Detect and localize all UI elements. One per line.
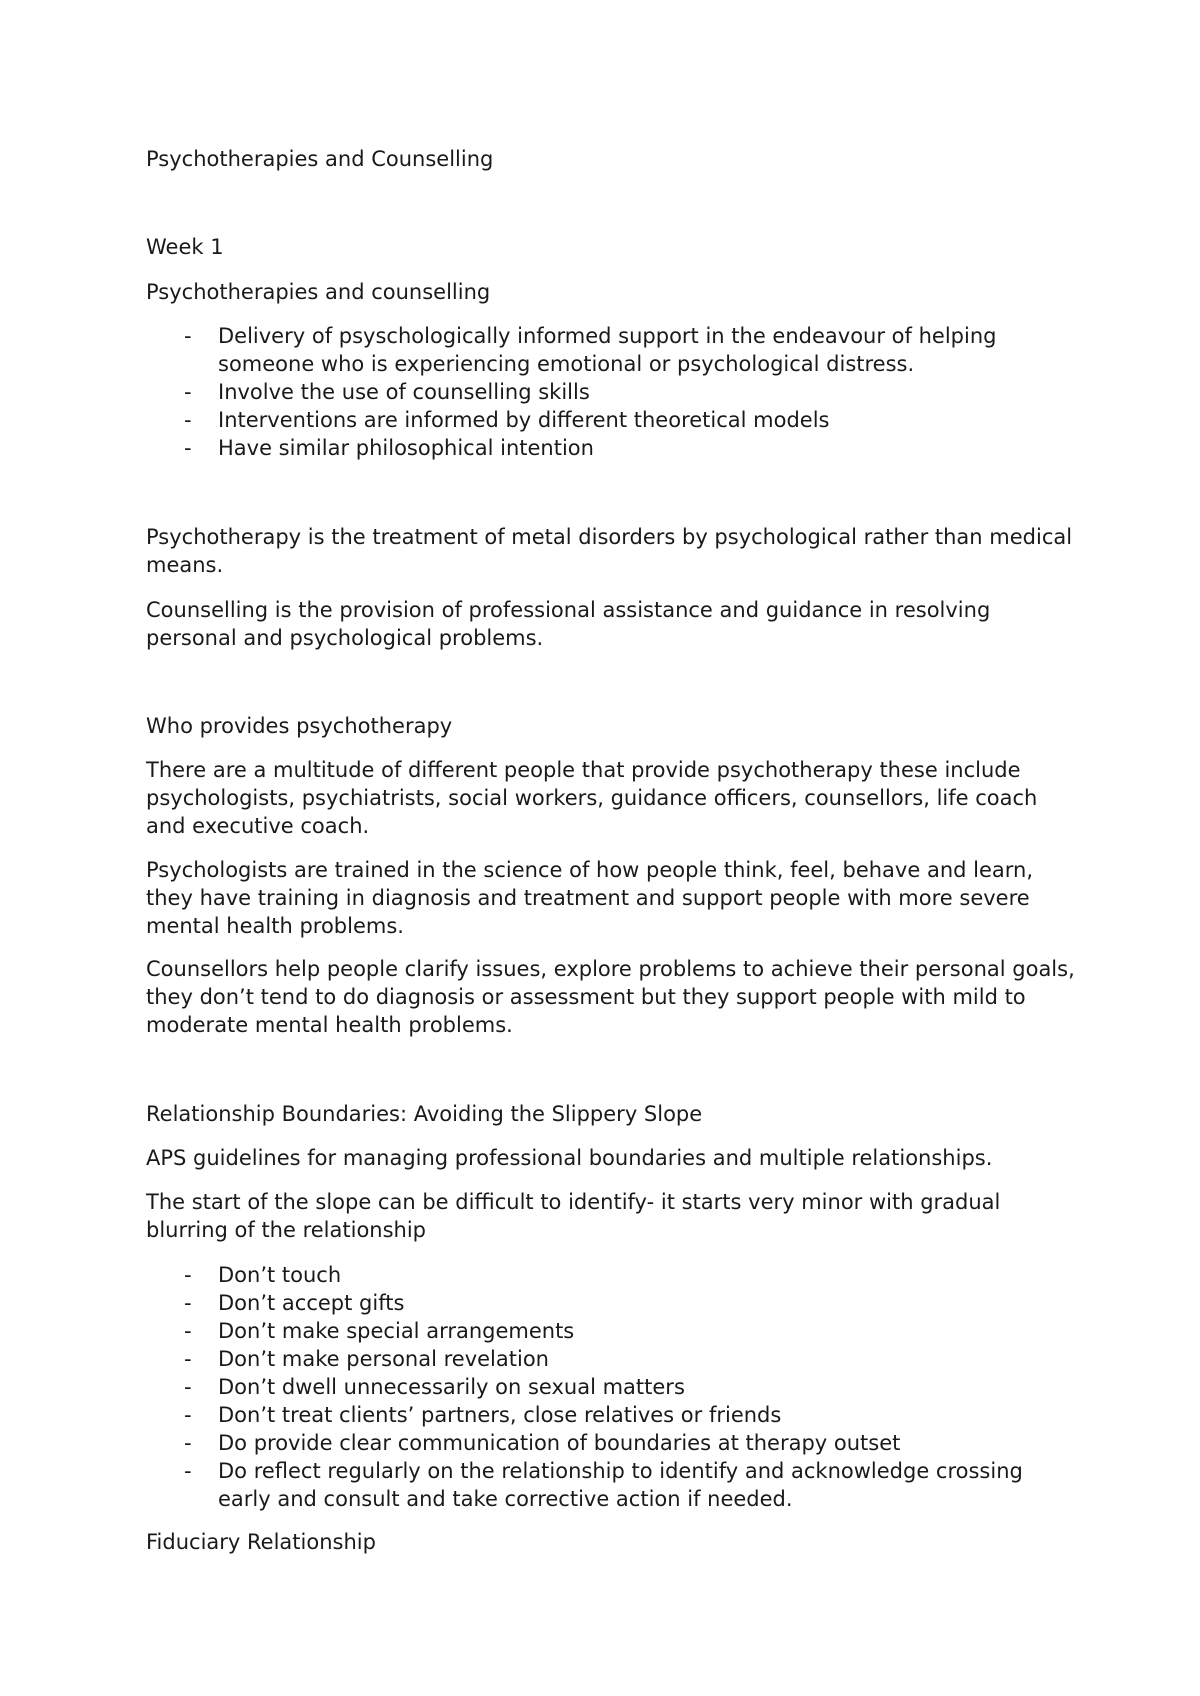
list-item-text: Don’t treat clients’ partners, close relatives or friends <box>218 1403 782 1427</box>
list-item-text: Don’t accept gifts <box>218 1291 405 1315</box>
bullet-dash: - <box>184 1263 192 1287</box>
week-label: Week 1 <box>146 235 224 259</box>
list-item <box>146 434 1076 462</box>
bullet-dash: - <box>184 436 192 460</box>
list-item <box>146 1345 1076 1373</box>
list-item-text: Interventions are informed by different theoretical models <box>218 408 830 432</box>
list-item-text: Don’t dwell unnecessarily on sexual matters <box>218 1375 685 1399</box>
definition-psychotherapy: Psychotherapy is the treatment of metal disorders by psychological rather than medical means. <box>146 525 1073 577</box>
bullet-dash: - <box>184 1319 192 1343</box>
document-title: Psychotherapies and Counselling <box>146 147 494 171</box>
bullet-dash: - <box>184 1459 192 1483</box>
bullet-dash: - <box>184 1403 192 1427</box>
bullet-dash: - <box>184 1347 192 1371</box>
list-item <box>146 1457 1076 1513</box>
paragraph-aps-guidelines: APS guidelines for managing professional boundaries and multiple relationships. <box>146 1146 993 1170</box>
list-item-text: Don’t touch <box>218 1263 342 1287</box>
list-item <box>146 1429 1076 1457</box>
bullet-dash: - <box>184 380 192 404</box>
list-item <box>146 1261 1076 1289</box>
paragraph-providers: There are a multitude of different people that provide psychotherapy these include psychologists, psychiatrists, social workers, guidance officers, counsellors, life coach and executive coach. <box>146 758 1038 838</box>
section-heading-boundaries: Relationship Boundaries: Avoiding the Slippery Slope <box>146 1102 703 1126</box>
definition-counselling: Counselling is the provision of professional assistance and guidance in resolving personal and psychological problems. <box>146 598 991 650</box>
list-item <box>146 1317 1076 1345</box>
bullet-dash: - <box>184 1291 192 1315</box>
paragraph-counsellors: Counsellors help people clarify issues, explore problems to achieve their personal goals, they don’t tend to do diagnosis or assessment but they support people with mild to moderate mental health problems. <box>146 957 1075 1037</box>
list-item <box>146 378 1076 406</box>
bullet-dash: - <box>184 408 192 432</box>
bullet-dash: - <box>184 324 192 348</box>
paragraph-psychologists: Psychologists are trained in the science of how people think, feel, behave and learn, they have training in diagnosis and treatment and support people with more severe mental health problems. <box>146 858 1034 938</box>
bullet-list-psychotherapies <box>146 322 1076 462</box>
section-heading-psychotherapies: Psychotherapies and counselling <box>146 280 491 304</box>
section-heading-who-provides: Who provides psychotherapy <box>146 714 453 738</box>
bullet-dash: - <box>184 1375 192 1399</box>
list-item-text: Do reflect regularly on the relationship to identify and acknowledge crossing early and consult and take corrective action if needed. <box>218 1459 1023 1511</box>
list-item-text: Don’t make personal revelation <box>218 1347 549 1371</box>
list-item <box>146 1373 1076 1401</box>
bullet-dash: - <box>184 1431 192 1455</box>
list-item-text: Have similar philosophical intention <box>218 436 594 460</box>
paragraph-slope: The start of the slope can be difficult to identify- it starts very minor with gradual blurring of the relationship <box>146 1190 1001 1242</box>
list-item <box>146 1401 1076 1429</box>
section-heading-fiduciary: Fiduciary Relationship <box>146 1530 376 1554</box>
list-item-text: Delivery of psyschologically informed support in the endeavour of helping someone who is experiencing emotional or psychological distress. <box>218 324 997 376</box>
bullet-list-boundaries <box>146 1261 1076 1513</box>
list-item <box>146 406 1076 434</box>
list-item-text: Do provide clear communication of boundaries at therapy outset <box>218 1431 901 1455</box>
list-item-text: Involve the use of counselling skills <box>218 380 590 404</box>
list-item <box>146 1289 1076 1317</box>
list-item-text: Don’t make special arrangements <box>218 1319 575 1343</box>
list-item <box>146 322 1076 378</box>
